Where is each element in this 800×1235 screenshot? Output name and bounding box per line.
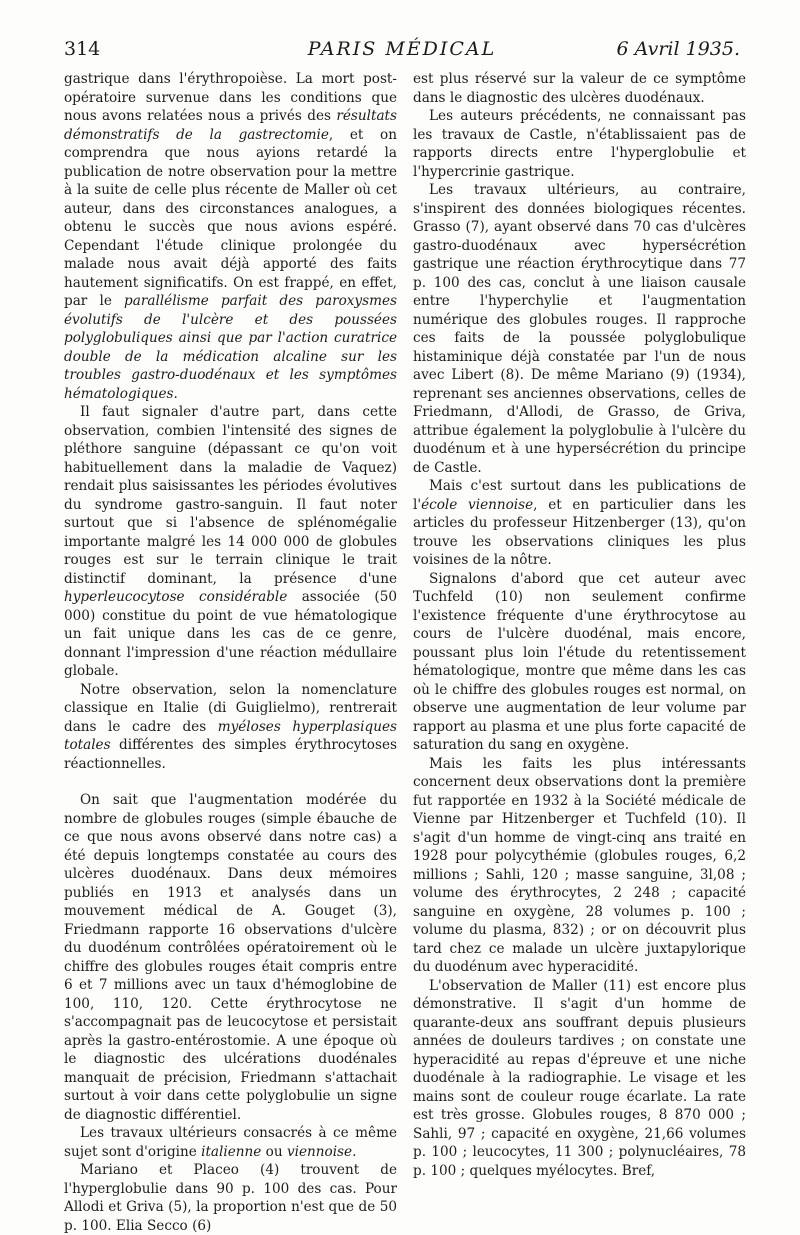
paragraph: Les auteurs précédents, ne connaissant pas les travaux de Castle, n'établissaient pas de rapports directs entre l'hyperglobulie et l'hypercrinie gastrique.: [413, 108, 746, 180]
paragraph: Les travaux ultérieurs consacrés à ce même sujet sont d'origine italienne ou viennoise.: [64, 1125, 397, 1160]
paragraph: L'observation de Maller (11) est encore plus démonstrative. Il s'agit d'un homme de quarante-deux ans souffrant depuis plusieurs années de douleurs tardives ; on constate une hyperacidité au repas d'épreuve et une niche duodénale à la radiographie. Le visage et les mains sont de couleur rouge écarlate. La rate est très grosse. Globules rouges, 8 870 000 ; Sahli, 97 ; capacité en oxygène, 21,66 volumes p. 100 ; leucocytes, 11 300 ; polynucléaires, 78 p. 100 ; quelques myélocytes. Bref,: [413, 977, 746, 1179]
paragraph: Signalons d'abord que cet auteur avec Tuchfeld (10) non seulement confirme l'existence fréquente d'une érythrocytose au cours de l'ulcère duodénal, mais encore, poussant plus loin l'étude du retentissement hématologique, montre que même dans les cas où le chiffre des globules rouges est normal, on observe une augmentation de leur volume par rapport au plasma et une plus forte capacité de saturation du sang en oxygène.: [413, 570, 746, 753]
paragraph: Mais les faits les plus intéressants concernent deux observations dont la première fut rapportée en 1932 à la Société médicale de Vienne par Hitzenberger et Tuchfeld (10). Il s'agit d'un homme de vingt-cinq ans traité en 1928 pour polycythémie (globules rouges, 6,2 millions ; Sahli, 120 ; masse sanguine, 3l,08 ; volume des érythrocytes, 2 248 ; capacité sanguine en oxygène, 28 volumes p. 100 ; volume du plasma, 832) ; or on découvrit plus tard chez ce malade un ulcère juxtapylorique du duodénum avec hyperacidité.: [413, 755, 746, 975]
paragraph: On sait que l'augmentation modérée du nombre de globules rouges (simple ébauche de ce que nous avons observé dans notre cas) a été depuis longtemps constatée au cours des ulcères duodénaux. Dans deux mémoires publiés en 1913 et analysés dans un mouvement médical de A. Gouget (3), Friedmann rapporte 16 observations d'ulcère du duodénum contrôlées opératoirement où le chiffre des globules rouges était compris entre 6 et 7 millions avec un taux d'hémoglobine de 100, 110, 120. Cette érythrocytose ne s'accompagnait pas de leucocytose et persistait après la gastro-entérostomie. A une époque où le diagnostic des ulcérations duodénales manquait de précision, Friedmann s'attachait surtout à voir dans cette polyglobulie un signe de diagnostic différentiel.: [64, 792, 397, 1123]
left-column: [64, 70, 397, 1235]
running-header: [64, 38, 740, 66]
paragraph: Il faut signaler d'autre part, dans cette observation, combien l'intensité des signes de pléthore sanguine (dépassant ce qu'on voit habituellement dans la maladie de Vaquez) rendait plus saisissantes les périodes évolutives du syndrome gastro-sanguin. Il faut noter surtout que si l'absence de splénomégalie importante malgré les 14 000 000 de globules rouges est sur le terrain clinique le trait distinctif dominant, la présence d'une hyperleucocytose considérable associée (50 000) constitue du point de vue hématologique un fait unique dans les cas de ce genre, donnant l'impression d'une réaction médullaire globale.: [64, 404, 397, 679]
issue-date: 6 Avril 1935.: [616, 38, 740, 60]
paragraph: Notre observation, selon la nomenclature classique en Italie (di Guiglielmo), rentrerait dans le cadre des myéloses hyperplasiques totales différentes des simples érythrocytoses réactionnelles.: [64, 681, 397, 772]
right-column: [413, 70, 746, 1180]
paragraph: est plus réservé sur la valeur de ce symptôme dans le diagnostic des ulcères duodénaux.: [413, 71, 746, 106]
paragraph: Les travaux ultérieurs, au contraire, s'inspirent des données biologiques récentes. Grasso (7), ayant observé dans 70 cas d'ulcères gastro-duodénaux avec hypersécrétion gastrique une réaction érythrocytique dans 77 p. 100 des cas, conclut à une liaison causale entre l'hyperchylie et l'augmentation numérique des globules rouges. Il rapproche ces faits de la poussée polyglobulique histaminique déjà constatée par l'un de nous avec Libert (8). De même Mariano (9) (1934), reprenant ses anciennes observations, celles de Friedmann, d'Allodi, de Grasso, de Griva, attribue également la polyglobulie à l'ulcère du duodénum et à une hypersécrétion du principe de Castle.: [413, 182, 746, 476]
paragraph: gastrique dans l'érythropoièse. La mort post-opératoire survenue dans les conditions que nous avons relatées nous a privés des résultats démonstratifs de la gastrectomie, et on comprendra que nous ayions retardé la publication de notre observation pour la mettre à la suite de celle plus récente de Maller où cet auteur, dans des circonstances analogues, a obtenu le succès que nous avions espéré. Cependant l'étude clinique prolongée du malade nous avait déjà apporté des faits hautement significatifs. On est frappé, en effet, par le parallélisme parfait des paroxysmes évolutifs de l'ulcère et des poussées polyglobuliques ainsi que par l'action curatrice double de la médication alcaline sur les troubles gastro-duodénaux et les symptômes hématologiques.: [64, 71, 398, 402]
page-number: 314: [64, 38, 101, 60]
journal-title: PARIS MÉDICAL: [307, 38, 497, 60]
paragraph: Mais c'est surtout dans les publications de l'école viennoise, et en particulier dans les articles du professeur Hitzenberger (13), qu'on trouve les observations cliniques les plus voisines de la nôtre.: [413, 478, 746, 568]
paragraph: Mariano et Placeo (4) trouvent de l'hyperglobulie dans 90 p. 100 des cas. Pour Allodi et Griva (5), la proportion n'est que de 50 p. 100. Elia Secco (6): [64, 1162, 397, 1234]
